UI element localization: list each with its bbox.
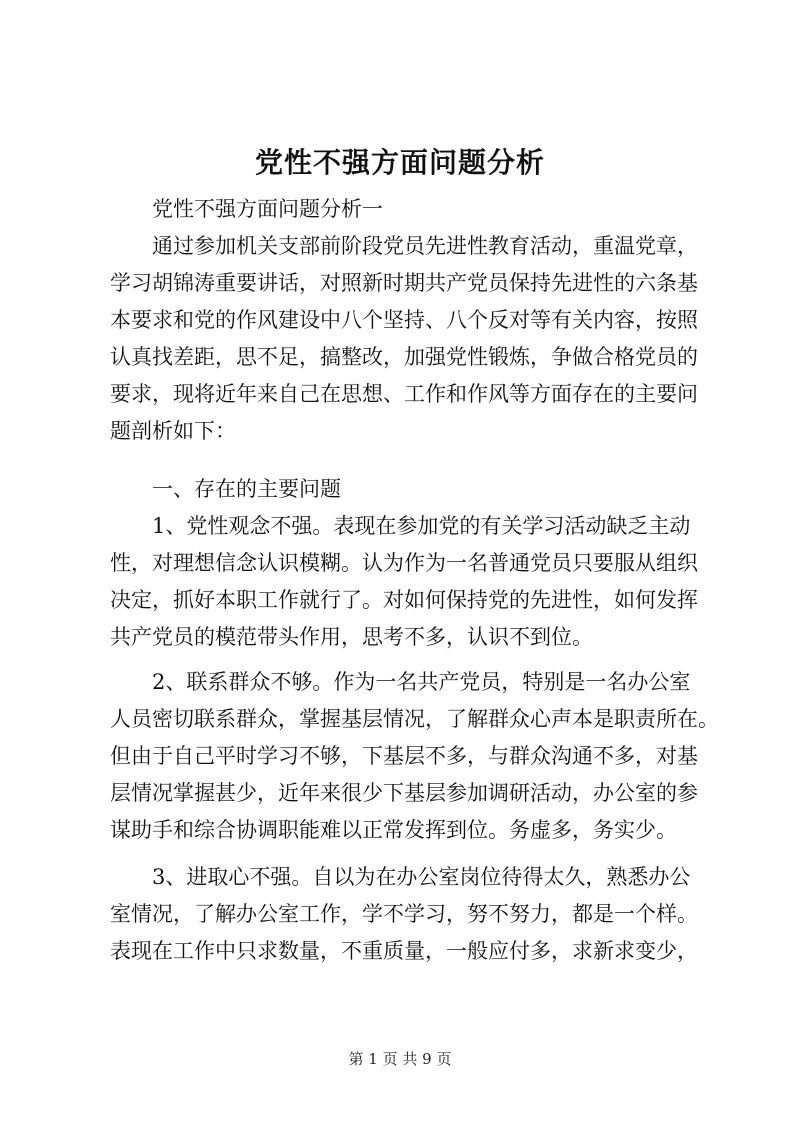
paragraph-line: 要求，现将近年来自己在思想、工作和作风等方面存在的主要问 <box>110 382 698 406</box>
paragraph-line: 但由于自己平时学习不够，下基层不多，与群众沟通不多，对基 <box>110 744 698 768</box>
paragraph-line: 性，对理想信念认识模糊。认为作为一名普通党员只要服从组织 <box>110 551 698 575</box>
paragraph-line: 表现在工作中只求数量，不重质量，一般应付多，求新求变少， <box>110 939 698 963</box>
paragraph-line: 谋助手和综合协调职能难以正常发挥到位。务虚多，务实少。 <box>110 818 677 842</box>
paragraph-line: 1、党性观念不强。表现在参加党的有关学习活动缺乏主动 <box>152 514 691 538</box>
paragraph-line: 共产党员的模范带头作用，思考不多，认识不到位。 <box>110 625 593 649</box>
paragraph-line: 室情况，了解办公室工作，学不学习，努不努力，都是一个样。 <box>110 902 698 926</box>
section-heading: 一、存在的主要问题 <box>152 477 341 501</box>
page-title: 党性不强方面问题分析 <box>254 146 545 179</box>
paragraph-line: 通过参加机关支部前阶段党员先进性教育活动，重温党章， <box>152 234 698 258</box>
paragraph-line: 3、进取心不强。自以为在办公室岗位待得太久，熟悉办公 <box>152 865 691 889</box>
paragraph-line: 学习胡锦涛重要讲话，对照新时期共产党员保持先进性的六条基 <box>110 271 698 295</box>
paragraph-line: 决定，抓好本职工作就行了。对如何保持党的先进性，如何发挥 <box>110 588 698 612</box>
paragraph-line: 层情况掌握甚少，近年来很少下基层参加调研活动，办公室的参 <box>110 781 698 805</box>
paragraph-line: 本要求和党的作风建设中八个坚持、八个反对等有关内容，按照 <box>110 308 698 332</box>
paragraph-line: 认真找差距，思不足，搞整改，加强党性锻炼，争做合格党员的 <box>110 345 698 369</box>
paragraph-line: 题剖析如下： <box>110 419 236 443</box>
page-number-footer: 第 1 页 共 9 页 <box>348 1050 452 1068</box>
paragraph-line: 人员密切联系群众，掌握基层情况，了解群众心声本是职责所在。 <box>110 707 719 731</box>
subtitle-line: 党性不强方面问题分析一 <box>152 197 383 221</box>
paragraph-line: 2、联系群众不够。作为一名共产党员，特别是一名办公室 <box>152 670 691 694</box>
